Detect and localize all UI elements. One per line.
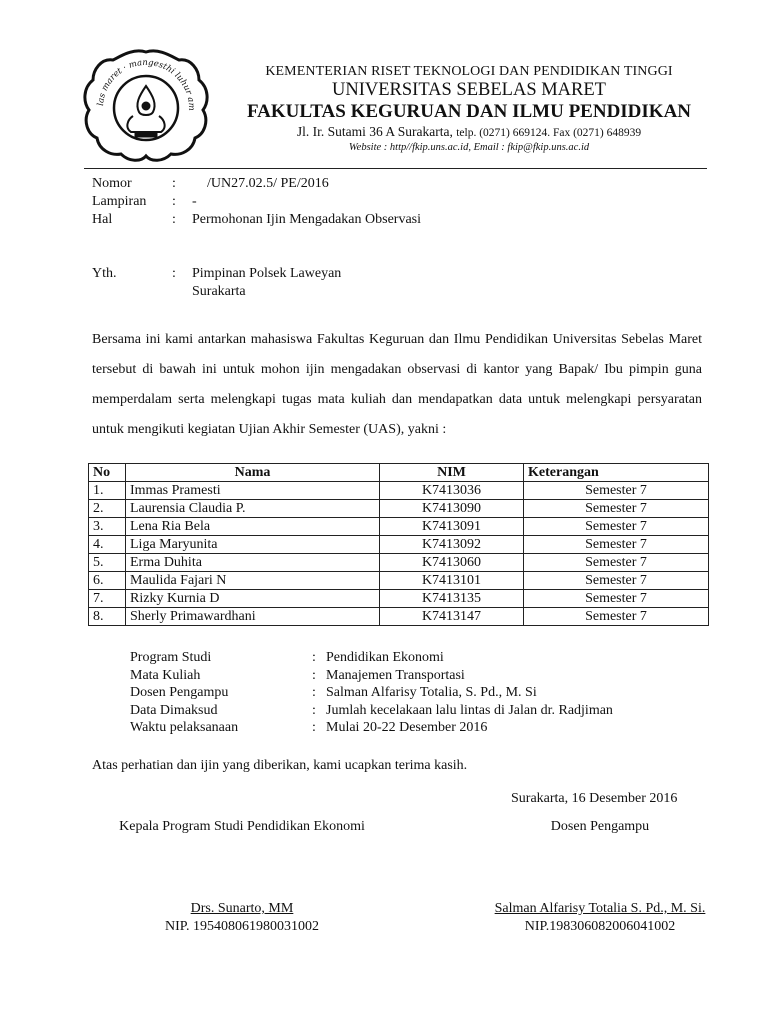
phone-fax: telp. (0271) 669124. Fax (0271) 648939 [456, 127, 642, 139]
row-nim: K7413091 [380, 518, 524, 536]
row-nama: Maulida Fajari N [126, 572, 380, 590]
row-nim: K7413036 [380, 482, 524, 500]
header-no: No [89, 464, 126, 482]
detail-row [130, 702, 710, 720]
row-nama: Sherly Primawardhani [126, 608, 380, 626]
row-keterangan: Semester 7 [524, 500, 709, 518]
row-no: 6. [89, 572, 126, 590]
row-nama: Rizky Kurnia D [126, 590, 380, 608]
recipient-sep: : [172, 266, 176, 281]
web-email: Website : http//fkip.uns.ac.id, Email : fkip@fkip.uns.ac.id [348, 142, 590, 153]
left-signatory-title: Kepala Program Studi Pendidikan Ekonomi [119, 819, 365, 834]
university-logo [81, 46, 211, 166]
left-name-text: Drs. Sunarto, MM [190, 901, 294, 916]
row-nama: Laurensia Claudia P. [126, 500, 380, 518]
detail-label: Dosen Pengampu [130, 685, 229, 700]
row-no: 2. [89, 500, 126, 518]
hal-sep: : [172, 212, 176, 227]
recipient-line1: Pimpinan Polsek Laweyan [192, 266, 342, 281]
table-row [89, 518, 709, 536]
nomor-label: Nomor [92, 176, 132, 191]
detail-sep: : [312, 667, 316, 683]
svg-text:universitas sebelas maret · ma: las maret · mangesthi luhur am [96, 57, 197, 111]
detail-value: Salman Alfarisy Totalia, S. Pd., M. Si [326, 685, 537, 700]
row-nama: Immas Pramesti [126, 482, 380, 500]
row-keterangan: Semester 7 [524, 518, 709, 536]
row-keterangan: Semester 7 [524, 608, 709, 626]
lampiran-value: - [192, 194, 197, 209]
closing-text: Atas perhatian dan ijin yang diberikan, kami ucapkan terima kasih. [92, 758, 468, 773]
ministry-name: KEMENTERIAN RISET TEKNOLOGI DAN PENDIDIKAN TINGGI [265, 64, 673, 79]
row-nim: K7413147 [380, 608, 524, 626]
row-nim: K7413135 [380, 590, 524, 608]
detail-value: Jumlah kecelakaan lalu lintas di Jalan dr. Radjiman [326, 702, 613, 718]
right-signatory-name [470, 900, 730, 918]
row-nim: K7413090 [380, 500, 524, 518]
body-paragraph: Bersama ini kami antarkan mahasiswa Fakultas Keguruan dan Ilmu Pendidikan Universitas Sebelas Maret tersebut di bawah ini untuk mohon ijin mengadakan observasi di kantor yang Bapak/ Ibu pimpin guna memperdalam serta melengkapi tugas mata kuliah dan mendapatkan data untuk melengkapi persyaratan untuk mengikuti kegiatan Ujian Akhir Semester (UAS), yakni : [92, 332, 702, 437]
hal-value: Permohonan Ijin Mengadakan Observasi [192, 212, 421, 227]
detail-value: Pendidikan Ekonomi [326, 650, 444, 665]
table-row [89, 554, 709, 572]
recipient-label: Yth. [92, 266, 117, 281]
row-nama: Liga Maryunita [126, 536, 380, 554]
detail-row [130, 684, 710, 702]
lampiran-sep: : [172, 194, 176, 209]
table-header-row [89, 464, 709, 482]
table-row [89, 536, 709, 554]
row-no: 4. [89, 536, 126, 554]
row-no: 8. [89, 608, 126, 626]
left-signatory-nip: NIP. 195408061980031002 [164, 919, 319, 934]
detail-value: Mulai 20-22 Desember 2016 [326, 720, 488, 735]
detail-list [130, 649, 710, 737]
left-signatory-name [92, 900, 392, 918]
table-row [89, 590, 709, 608]
table-row [89, 608, 709, 626]
header-nama: Nama [126, 464, 380, 482]
address [230, 124, 708, 140]
row-keterangan: Semester 7 [524, 536, 709, 554]
row-no: 5. [89, 554, 126, 572]
detail-row [130, 649, 710, 667]
row-keterangan: Semester 7 [524, 482, 709, 500]
header-divider [84, 168, 707, 169]
row-no: 1. [89, 482, 126, 500]
detail-label: Program Studi [130, 650, 212, 665]
detail-sep: : [312, 702, 316, 718]
table-row [89, 500, 709, 518]
nomor-value: /UN27.02.5/ PE/2016 [207, 176, 329, 191]
table-row [89, 572, 709, 590]
row-nama: Erma Duhita [126, 554, 380, 572]
row-nim: K7413092 [380, 536, 524, 554]
row-keterangan: Semester 7 [524, 554, 709, 572]
place-date: Surakarta, 16 Desember 2016 [511, 791, 678, 806]
hal-label: Hal [92, 212, 113, 227]
faculty-name: FAKULTAS KEGURUAN DAN ILMU PENDIDIKAN [246, 101, 692, 122]
header-nim: NIM [380, 464, 524, 482]
right-signatory-title: Dosen Pengampu [550, 819, 650, 834]
row-nim: K7413060 [380, 554, 524, 572]
nomor-sep: : [172, 176, 176, 191]
lampiran-label: Lampiran [92, 194, 147, 209]
header-keterangan: Keterangan [524, 464, 709, 482]
detail-value: Manajemen Transportasi [326, 667, 465, 683]
street-address: Jl. Ir. Sutami 36 A Surakarta, [296, 124, 453, 139]
university-name: UNIVERSITAS SEBELAS MARET [332, 80, 606, 100]
right-signatory-nip: NIP.198306082006041002 [524, 919, 676, 934]
detail-sep: : [312, 650, 316, 665]
right-name-text: Salman Alfarisy Totalia S. Pd., M. Si. [494, 901, 706, 916]
row-keterangan: Semester 7 [524, 590, 709, 608]
detail-label: Data Dimaksud [130, 702, 218, 718]
row-nama: Lena Ria Bela [126, 518, 380, 536]
detail-row [130, 667, 710, 685]
detail-label: Mata Kuliah [130, 667, 201, 683]
table-row [89, 482, 709, 500]
student-table [88, 463, 709, 626]
row-nim: K7413101 [380, 572, 524, 590]
row-keterangan: Semester 7 [524, 572, 709, 590]
detail-sep: : [312, 720, 316, 735]
row-no: 3. [89, 518, 126, 536]
detail-row [130, 719, 710, 737]
row-no: 7. [89, 590, 126, 608]
detail-sep: : [312, 685, 316, 700]
detail-label: Waktu pelaksanaan [130, 720, 239, 735]
recipient-line2: Surakarta [192, 284, 246, 299]
